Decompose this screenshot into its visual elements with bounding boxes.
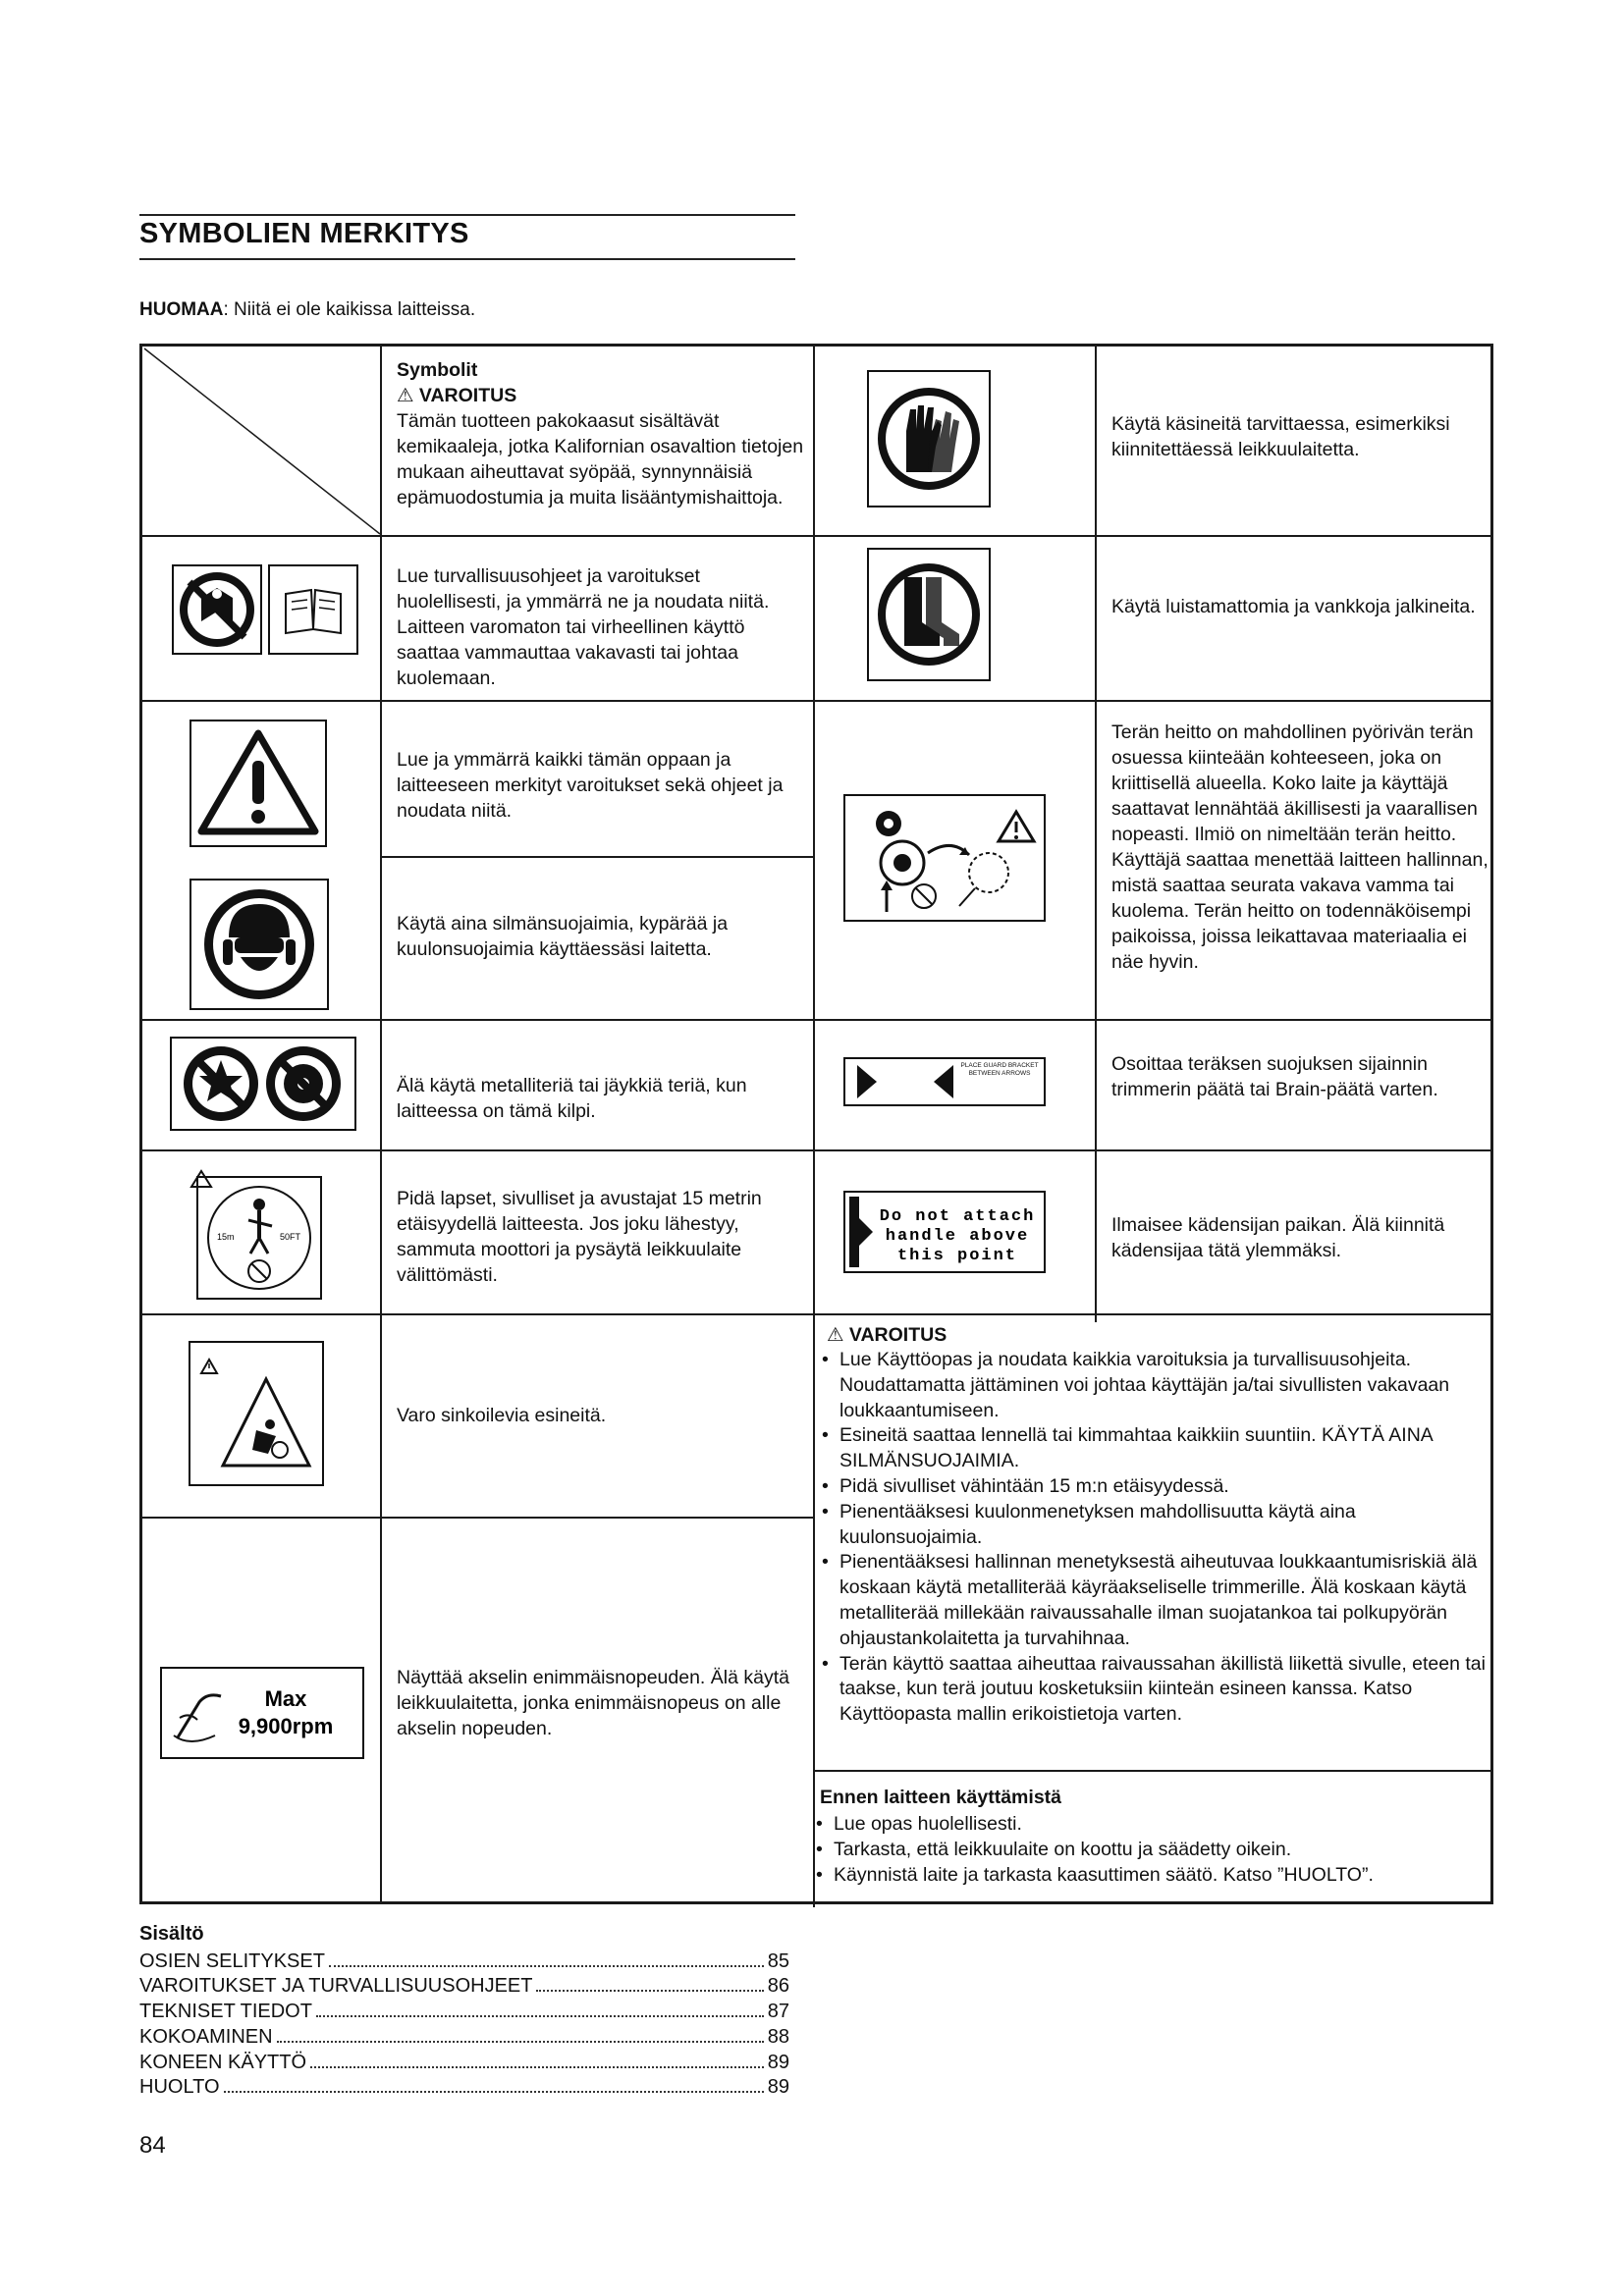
header-warning-text: Tämän tuotteen pakokaasut sisältävät kemikaaleja, jotka Kalifornian osavaltion tietojen mukaan aiheuttavat syöpää, synnynnäisiä epämuodostumia ja muita lisääntymishaittoja. [397,410,804,508]
toc-entry-label: TEKNISET TIEDOT [139,2001,312,2023]
before-use-item-1: • Lue opas huolellisesti. [814,1811,1488,1837]
handle-position-icon [843,1191,1046,1273]
note-label: HUOMAA [139,299,224,320]
max-label: Max [264,1686,307,1711]
toc-entry[interactable] [139,1949,789,1975]
toc-heading: Sisältö [139,1923,204,1945]
row-line-l6 [142,1313,815,1315]
warning-item-6: • Terän käyttö saattaa aiheuttaa raivaussahan äkillistä liikettä sivulle, eteen tai taakse, kun terä joutuu kosketuksiin kiinteän esineen kanssa. Katso Käyttöopasta mallin erikoistietoja varten. [820,1652,1488,1728]
toc-entry-label: OSIEN SELITYKSET [139,1949,325,1972]
warning-item-3: • Pidä sivulliset vähintään 15 m:n etäisyydessä. [820,1474,1488,1500]
row-line-l5 [142,1149,815,1151]
toc-entry-page: 86 [767,1975,789,1998]
toc-entry[interactable] [139,2051,789,2076]
toc-leader [536,1990,763,1992]
warning-item-4: • Pienentääksesi kuulonmenetyksen mahdollisuutta käytä aina kuulonsuojaimia. [820,1500,1488,1551]
row-line-l7 [142,1517,815,1519]
row-line-r4 [813,1149,1493,1151]
toc-leader [224,2091,764,2093]
before-use-item-2: • Tarkasta, että leikkuulaite on koottu ja säädetty oikein. [814,1837,1488,1862]
warning-box-list [820,1348,1488,1728]
row-line-r6 [813,1770,1493,1772]
row-line-l4 [142,1019,815,1021]
toc-entry-label: KOKOAMINEN [139,2025,273,2048]
toc-entry-label: VAROITUKSET JA TURVALLISUUSOHJEET [139,1975,533,1998]
distance-15m-icon [189,1169,323,1301]
toc-leader [277,2041,764,2043]
blade-thrust-icon [843,794,1046,922]
symbols-heading: Symbolit [397,359,478,381]
note-line [139,299,475,321]
toc-entry[interactable] [139,2025,789,2051]
row-handle-position-text: Ilmaisee kädensijan paikan. Älä kiinnitä kädensijaa tätä ylemmäksi. [1111,1214,1445,1261]
toc-leader [316,2015,764,2017]
gloves-icon [867,370,991,507]
toc-entry-label: HUOLTO [139,2076,220,2099]
guard-bracket-arrows-icon [843,1057,1046,1106]
toc-entry[interactable] [139,1974,789,2000]
distance-label-right: 50FT [280,1232,301,1242]
read-manual-icon [172,564,262,655]
before-use-list [814,1811,1488,1888]
row-line-r2 [813,700,1493,702]
warning-triangle-icon: ⚠ [397,385,414,406]
no-metal-blade-icon [170,1037,356,1131]
row-line-r1 [813,535,1493,537]
guard-bracket-label: PLACE GUARD BRACKET BETWEEN ARROWS [960,1062,1039,1077]
toc-leader [329,1965,764,1967]
row-max-rpm-text: Näyttää akselin enimmäisnopeuden. Älä käytä leikkuulaitetta, jonka enimmäisnopeus on alle akselin nopeuden. [397,1667,789,1739]
handle-label-line-1: Do not attach [879,1207,1036,1226]
page-title: SYMBOLIEN MERKITYS [139,218,469,249]
toc-entry[interactable] [139,2075,789,2101]
warning-box-triangle-icon: ⚠ [827,1324,844,1346]
toc-entry[interactable] [139,2000,789,2025]
warning-box-label: VAROITUS [848,1324,947,1346]
row-flying-objects-text: Varo sinkoilevia esineitä. [397,1405,607,1426]
row-boots-text: Käytä luistamattomia ja vankkoja jalkineita. [1111,596,1476,617]
row-distance-text: Pidä lapset, sivulliset ja avustajat 15 metrin etäisyydellä laitteesta. Jos joku lähestyy, sammuta moottori ja pysäytä leikkuulaite välittömästi. [397,1188,762,1286]
header-diagonal [142,347,382,536]
row-line-l2 [142,700,815,702]
handle-label-line-3: this point [896,1247,1018,1265]
boots-icon [867,548,991,681]
row-read-manual-text: Lue ja ymmärrä kaikki tämän oppaan ja laitteeseen merkityt varoitukset sekä ohjeet ja noudata niitä. [397,749,784,822]
row-protective-gear-text: Käytä aina silmänsuojaimia, kypärää ja kuulonsuojaimia käyttäessäsi laitetta. [397,913,729,960]
symbol-table [139,344,1493,1904]
row-line-r3 [813,1019,1493,1021]
row-blade-thrust-text: Terän heitto on mahdollinen pyörivän terän osuessa kiinteään kohteeseen, joka on kriittisellä alueella. Koko laite ja käyttäjä saattavat lennähtää äkillisesti ja vaarallisen nopeasti. Ilmiö on nimeltään terän heitto. Käyttäjä saattaa menettää laitteen hallinnan, mistä saattaa seurata vakava vamma tai kuolema. Terän heitto on todennäköisempi paikoissa, joissa leikattavaa materiaalia ei näe hyvin. [1111,721,1489,973]
before-use-heading: Ennen laitteen käyttämistä [820,1787,1061,1808]
rpm-label: 9,900rpm [238,1714,334,1738]
toc-entry-page: 89 [767,2076,789,2099]
page-number: 84 [139,2132,166,2159]
row-line-r5 [813,1313,1493,1315]
toc-entry-page: 89 [767,2051,789,2073]
row-read-safety-text: Lue turvallisuusohjeet ja varoitukset huolellisesti, ja ymmärrä ne ja noudata niitä. Laitteen varomaton tai virheellinen käyttö saattaa vammauttaa vakavasti tai johtaa kuolemaan. [397,565,770,689]
handle-label-line-2: handle above [885,1227,1030,1246]
toc-entry-label: KONEEN KÄYTTÖ [139,2051,307,2073]
table-of-contents [139,1922,789,2101]
warning-item-1: • Lue Käyttöopas ja noudata kaikkia varoituksia ja turvallisuusohjeita. Noudattamatta jättäminen voi johtaa käyttäjän ja/tai sivullisten vakavaan loukkaantumiseen. [820,1348,1488,1423]
col-line-1b [380,1328,382,1901]
header-warning [397,383,809,408]
row-line-l3 [380,856,815,858]
title-rule-top [139,214,795,216]
warning-item-2: • Esineitä saattaa lennellä tai kimmahtaa kaikkiin suuntiin. KÄYTÄ AINA SILMÄNSUOJAIMIA. [820,1423,1488,1474]
distance-label-left: 15m [217,1232,235,1242]
max-rpm-icon [160,1667,364,1759]
row-gloves-text: Käytä käsineitä tarvittaessa, esimerkiksi kiinnitettäessä leikkuulaitetta. [1111,413,1450,460]
toc-entry-page: 85 [767,1949,789,1972]
title-rule-bottom [139,258,795,260]
row-guard-bracket-text: Osoittaa teräksen suojuksen sijainnin trimmerin päätä tai Brain-päätä varten. [1111,1053,1438,1100]
flying-objects-icon [188,1340,325,1487]
warning-item-5: • Pienentääksesi hallinnan menetyksestä aiheutuvaa loukkaantumisriskiä älä koskaan käytä metalliterää käyräakseliselle trimmerille. Älä koskaan käytä metalliterää millekään raivaussahalle ilman suojatankoa tai polkupyörän ohjaustankolaitetta ja turvahihnaa. [820,1550,1488,1651]
row-no-metal-blade-text: Älä käytä metalliteriä tai jäykkiä teriä, kun laitteessa on tämä kilpi. [397,1075,747,1122]
toc-leader [310,2066,764,2068]
toc-entry-page: 88 [767,2025,789,2048]
before-use-item-3: • Käynnistä laite ja tarkasta kaasuttimen säätö. Katso ”HUOLTO”. [814,1862,1488,1888]
warning-box-heading [827,1322,1485,1348]
header-warning-label: VAROITUS [418,385,517,406]
toc-entry-page: 87 [767,2001,789,2023]
warning-triangle-large-icon [189,720,327,847]
col-line-3 [1095,347,1097,1322]
header-cell [397,357,809,510]
protective-gear-icon [189,879,329,1010]
col-line-2 [813,347,815,1907]
book-icon [268,564,358,655]
note-text: : Niitä ei ole kaikissa laitteissa. [223,299,476,320]
